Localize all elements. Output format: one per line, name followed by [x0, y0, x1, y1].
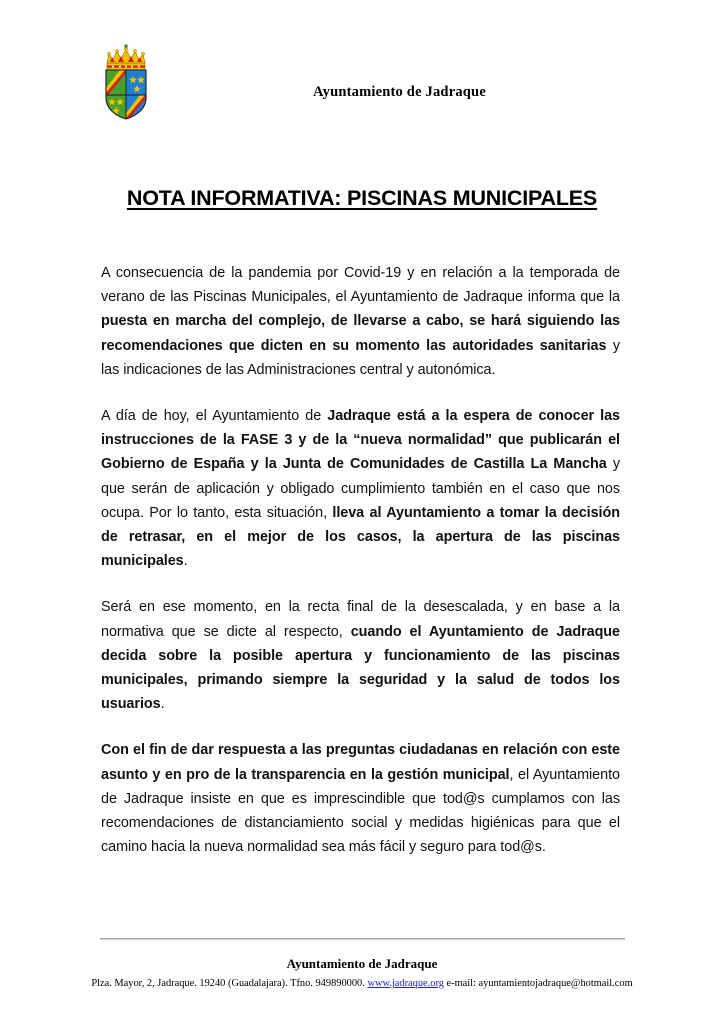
paragraph-3-bold-1: cuando el Ayuntamiento de Jadraque decida sobre la posible apertura y funcionamiento de las piscinas municipales, primando siempre la seguridad y la salud de todos los usuarios	[101, 623, 621, 713]
footer-address-text: Plza. Mayor, 2, Jadraque. 19240 (Guadalajara). Tfno. 949890000.	[91, 978, 368, 989]
document-header	[0, 40, 724, 130]
page-title-text: NOTA INFORMATIVA: PISCINAS MUNICIPALES	[126, 186, 598, 210]
paragraph-2-bold-2: lleva al Ayuntamiento a tomar la decisión de retrasar, en el mejor de los casos, la apertura de las piscinas municipales	[101, 504, 620, 570]
paragraph-2	[101, 404, 620, 573]
paragraph-1-part-1: A consecuencia de la pandemia por Covid-19 y en relación a la temporada de verano de las Piscinas Municipales, el Ayuntamiento de Jadraque informa que la	[101, 265, 620, 306]
paragraph-4-part-1: , el Ayuntamiento de Jadraque insiste en que es imprescindible que tod@s cumplamos con las recomendaciones de distanciamiento social y medidas higiénicas para que el camino hacia la nueva normalidad sea más fácil y seguro para tod@s.	[101, 766, 620, 856]
paragraph-4-bold-1: Con el fin de dar respuesta a las preguntas ciudadanas en relación con este asunto y en pro de la transparencia en la gestión municipal	[101, 742, 620, 783]
footer-divider	[100, 938, 625, 940]
footer-organization-title: Ayuntamiento de Jadraque	[286, 956, 438, 971]
paragraph-2-part-3: .	[183, 553, 188, 570]
paragraph-4	[101, 738, 620, 859]
coat-of-arms-icon	[100, 43, 152, 121]
footer-address-line	[0, 978, 724, 989]
paragraph-3-part-2: .	[160, 696, 165, 713]
paragraph-2-bold-1: Jadraque está a la espera de conocer las instrucciones de la FASE 3 y de la “nueva normalidad” que publicarán el Gobierno de España y la Junta de Comunidades de Castilla La Mancha	[101, 408, 620, 473]
paragraph-2-part-2: y que serán de aplicación y obligado cumplimiento también en el caso que nos ocupa. Por lo tanto, esta situación,	[101, 456, 620, 521]
footer-email-label: e-mail:	[443, 978, 479, 989]
paragraph-3-part-1: Será en ese momento, en la recta final de la desescalada, y en base a la normativa que se dicte al respecto,	[101, 599, 620, 640]
document-body	[101, 261, 620, 859]
page-title	[0, 186, 724, 211]
paragraph-2-part-1: A día de hoy, el Ayuntamiento de	[101, 408, 328, 425]
paragraph-1-bold-1: puesta en marcha del complejo, de llevarse a cabo, se hará siguiendo las recomendaciones que dicten en su momento las autoridades sanitarias	[101, 313, 620, 354]
footer-website-link[interactable]: www.jadraque.org	[367, 978, 444, 989]
header-organization-title: Ayuntamiento de Jadraque	[313, 84, 486, 100]
paragraph-1	[101, 261, 620, 382]
paragraph-3	[101, 595, 620, 716]
paragraph-1-part-2: y las indicaciones de las Administraciones central y autonómica.	[101, 337, 621, 378]
footer-email-text: ayuntamientojadraque@hotmail.com	[478, 978, 633, 989]
